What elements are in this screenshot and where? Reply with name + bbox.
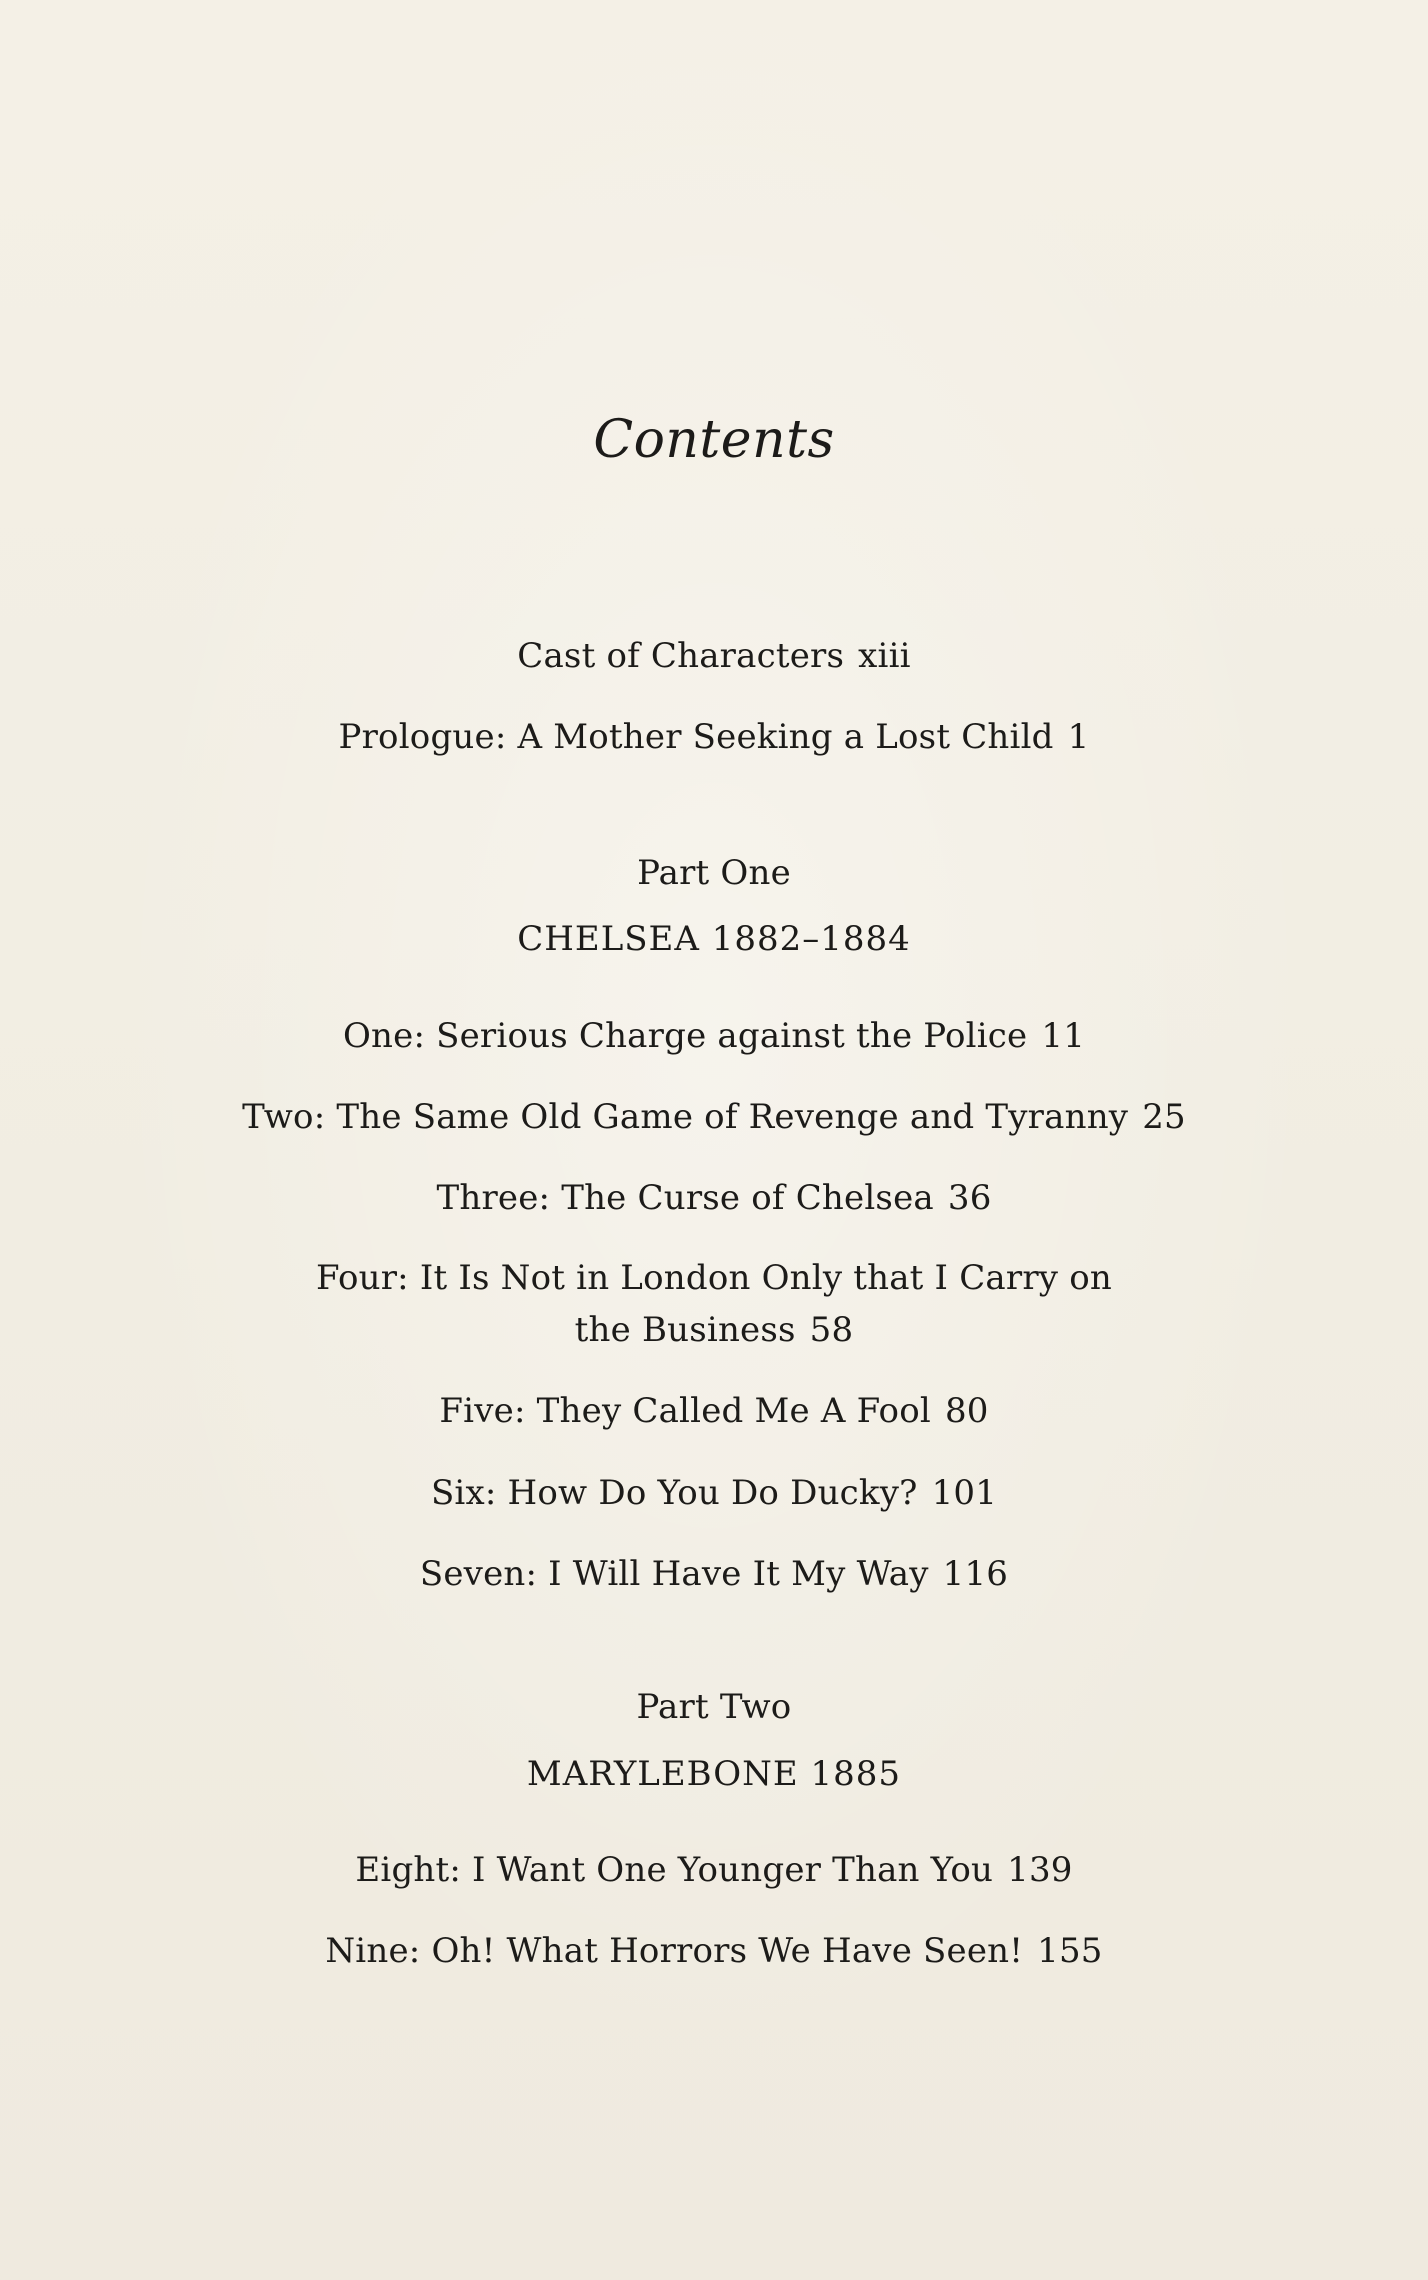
toc-entry-page: 116 xyxy=(942,1554,1009,1594)
page-title: Contents xyxy=(593,410,835,470)
toc-entry-page: 101 xyxy=(931,1473,998,1513)
toc-entry-page: 80 xyxy=(944,1391,989,1431)
toc-entry-title: Five: They Called Me A Fool xyxy=(439,1391,931,1431)
toc-entry-chapter-8 xyxy=(0,1850,1428,1890)
toc-entry-title: Four: It Is Not in London Only that I Carry on xyxy=(316,1258,1112,1298)
toc-entry-title: Three: The Curse of Chelsea xyxy=(436,1178,934,1218)
toc-entry-title: Two: The Same Old Game of Revenge and Tyranny xyxy=(242,1097,1129,1137)
part-one-label: Part One xyxy=(637,853,791,893)
toc-entry-prologue xyxy=(0,717,1428,757)
toc-entry-page: 11 xyxy=(1041,1016,1086,1056)
toc-entry-cast xyxy=(0,636,1428,676)
toc-entry-chapter-6 xyxy=(0,1473,1428,1513)
toc-entry-page: xiii xyxy=(858,636,911,676)
toc-entry-chapter-4 xyxy=(0,1258,1428,1298)
toc-entry-chapter-4-continued xyxy=(0,1310,1428,1350)
toc-entry-title: Cast of Characters xyxy=(517,636,845,676)
toc-entry-title: Nine: Oh! What Horrors We Have Seen! xyxy=(325,1931,1024,1971)
toc-entry-page: 36 xyxy=(947,1178,992,1218)
toc-entry-chapter-1 xyxy=(0,1016,1428,1056)
toc-entry-chapter-2 xyxy=(0,1097,1428,1137)
toc-entry-title: Eight: I Want One Younger Than You xyxy=(355,1850,994,1890)
toc-entry-chapter-3 xyxy=(0,1178,1428,1218)
toc-entry-chapter-5 xyxy=(0,1391,1428,1431)
part-one-heading: CHELSEA 1882–1884 xyxy=(517,919,911,959)
toc-entry-page: 155 xyxy=(1037,1931,1103,1971)
toc-entry-title: One: Serious Charge against the Police xyxy=(342,1016,1028,1056)
toc-entry-page: 25 xyxy=(1142,1097,1186,1137)
toc-entry-title: Seven: I Will Have It My Way xyxy=(419,1554,929,1594)
toc-entry-page: 1 xyxy=(1067,717,1090,757)
part-two-label: Part Two xyxy=(636,1687,792,1727)
toc-entry-chapter-9 xyxy=(0,1931,1428,1971)
toc-entry-chapter-7 xyxy=(0,1554,1428,1594)
toc-entry-title: Six: How Do You Do Ducky? xyxy=(430,1473,918,1513)
toc-entry-page: 139 xyxy=(1007,1850,1073,1890)
toc-entry-title: Prologue: A Mother Seeking a Lost Child xyxy=(338,717,1054,757)
toc-entry-title-continued: the Business xyxy=(574,1310,796,1350)
part-two-heading: MARYLEBONE 1885 xyxy=(526,1754,902,1794)
toc-entry-page: 58 xyxy=(809,1310,854,1350)
